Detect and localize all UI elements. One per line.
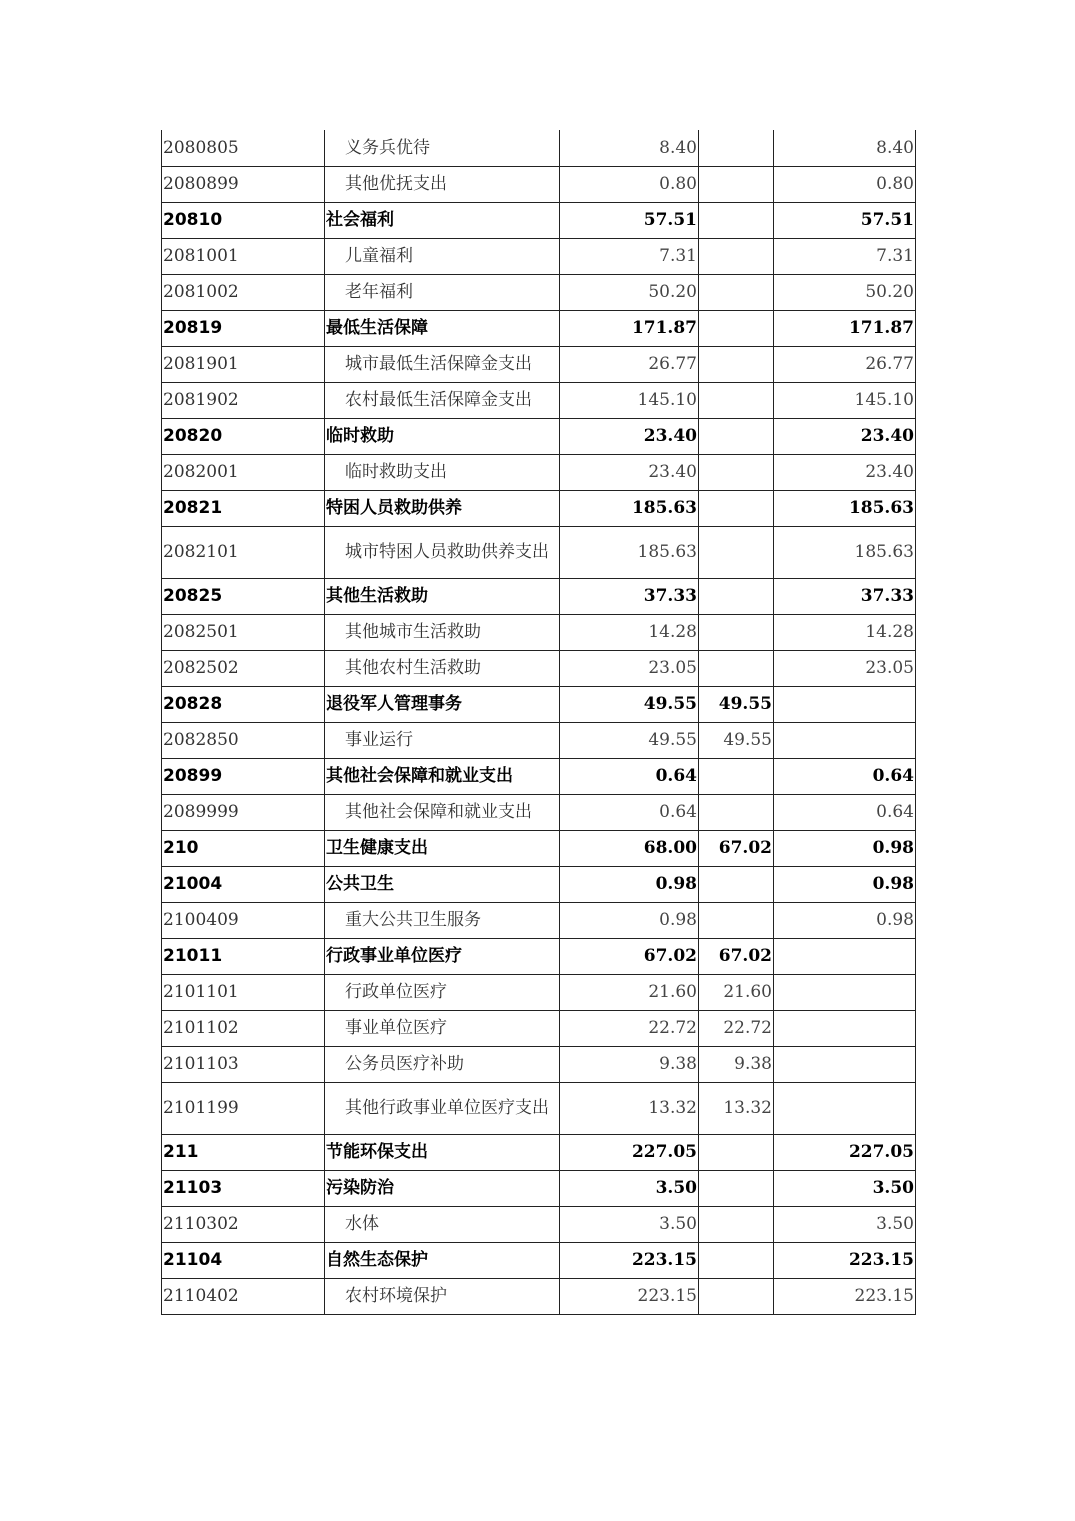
subject-name-text: 其他城市生活救助 <box>345 622 481 642</box>
subject-name-cell <box>325 310 560 346</box>
total-amount-cell: 49.55 <box>560 722 699 758</box>
subject-name-cell <box>325 1046 560 1082</box>
project-expenditure-cell: 0.98 <box>774 866 916 902</box>
table-row <box>162 1206 916 1242</box>
project-expenditure-cell: 0.64 <box>774 794 916 830</box>
category-row <box>162 310 916 346</box>
subject-name-cell <box>325 830 560 866</box>
subject-name-cell <box>325 454 560 490</box>
basic-expenditure-cell <box>699 490 774 526</box>
project-expenditure-cell: 23.40 <box>774 418 916 454</box>
subject-name-text: 污染防治 <box>326 1178 394 1198</box>
total-amount-cell: 8.40 <box>560 130 699 166</box>
subject-name-cell <box>325 794 560 830</box>
total-amount-cell: 3.50 <box>560 1170 699 1206</box>
total-amount-cell: 23.40 <box>560 454 699 490</box>
basic-expenditure-cell <box>699 454 774 490</box>
total-amount-cell: 0.98 <box>560 866 699 902</box>
table-row <box>162 794 916 830</box>
subject-name-text: 节能环保支出 <box>326 1142 428 1162</box>
basic-expenditure-cell <box>699 578 774 614</box>
project-expenditure-cell: 57.51 <box>774 202 916 238</box>
project-expenditure-cell: 26.77 <box>774 346 916 382</box>
basic-expenditure-cell <box>699 310 774 346</box>
subject-name-cell <box>325 238 560 274</box>
subject-code-cell: 2082501 <box>162 614 325 650</box>
table-row <box>162 614 916 650</box>
total-amount-cell: 26.77 <box>560 346 699 382</box>
subject-code-cell: 20821 <box>162 490 325 526</box>
basic-expenditure-cell: 67.02 <box>699 938 774 974</box>
subject-name-text: 其他社会保障和就业支出 <box>345 802 532 822</box>
subject-name-cell <box>325 1082 560 1134</box>
subject-name-text: 公务员医疗补助 <box>345 1054 464 1074</box>
basic-expenditure-cell: 67.02 <box>699 830 774 866</box>
total-amount-cell: 68.00 <box>560 830 699 866</box>
subject-name-cell <box>325 130 560 166</box>
subject-name-text: 其他生活救助 <box>326 586 428 606</box>
category-row <box>162 578 916 614</box>
project-expenditure-cell <box>774 974 916 1010</box>
project-expenditure-cell: 223.15 <box>774 1242 916 1278</box>
subject-code-cell: 21104 <box>162 1242 325 1278</box>
basic-expenditure-cell <box>699 1134 774 1170</box>
basic-expenditure-cell: 9.38 <box>699 1046 774 1082</box>
subject-code-cell: 2101199 <box>162 1082 325 1134</box>
subject-name-cell <box>325 274 560 310</box>
category-row <box>162 866 916 902</box>
subject-name-text: 其他行政事业单位医疗支出 <box>345 1098 549 1118</box>
total-amount-cell: 185.63 <box>560 526 699 578</box>
basic-expenditure-cell <box>699 1278 774 1314</box>
total-amount-cell: 227.05 <box>560 1134 699 1170</box>
subject-name-text: 行政事业单位医疗 <box>326 946 462 966</box>
basic-expenditure-cell <box>699 650 774 686</box>
subject-code-cell: 21011 <box>162 938 325 974</box>
subject-code-cell: 20810 <box>162 202 325 238</box>
basic-expenditure-cell <box>699 202 774 238</box>
subject-name-text: 行政单位医疗 <box>345 982 447 1002</box>
category-row <box>162 758 916 794</box>
total-amount-cell: 50.20 <box>560 274 699 310</box>
subject-code-cell: 2081001 <box>162 238 325 274</box>
category-row <box>162 202 916 238</box>
table-row <box>162 1082 916 1134</box>
project-expenditure-cell: 37.33 <box>774 578 916 614</box>
subject-name-cell <box>325 938 560 974</box>
basic-expenditure-cell <box>699 382 774 418</box>
project-expenditure-cell: 171.87 <box>774 310 916 346</box>
total-amount-cell: 0.64 <box>560 794 699 830</box>
basic-expenditure-cell <box>699 1170 774 1206</box>
project-expenditure-cell: 23.05 <box>774 650 916 686</box>
basic-expenditure-cell: 13.32 <box>699 1082 774 1134</box>
total-amount-cell: 57.51 <box>560 202 699 238</box>
project-expenditure-cell: 3.50 <box>774 1170 916 1206</box>
subject-name-cell <box>325 346 560 382</box>
subject-name-cell <box>325 686 560 722</box>
project-expenditure-cell: 14.28 <box>774 614 916 650</box>
subject-code-cell: 20820 <box>162 418 325 454</box>
basic-expenditure-cell: 21.60 <box>699 974 774 1010</box>
subject-name-text: 退役军人管理事务 <box>326 694 462 714</box>
total-amount-cell: 23.05 <box>560 650 699 686</box>
subject-code-cell: 2101102 <box>162 1010 325 1046</box>
basic-expenditure-cell <box>699 902 774 938</box>
table-row <box>162 238 916 274</box>
subject-code-cell: 20825 <box>162 578 325 614</box>
subject-name-cell <box>325 166 560 202</box>
total-amount-cell: 0.98 <box>560 902 699 938</box>
subject-code-cell: 2101103 <box>162 1046 325 1082</box>
subject-name-cell <box>325 758 560 794</box>
basic-expenditure-cell: 22.72 <box>699 1010 774 1046</box>
project-expenditure-cell: 223.15 <box>774 1278 916 1314</box>
subject-code-cell: 20899 <box>162 758 325 794</box>
subject-name-cell <box>325 382 560 418</box>
table-row <box>162 382 916 418</box>
project-expenditure-cell: 145.10 <box>774 382 916 418</box>
subject-name-cell <box>325 866 560 902</box>
basic-expenditure-cell <box>699 866 774 902</box>
subject-code-cell: 2100409 <box>162 902 325 938</box>
basic-expenditure-cell <box>699 346 774 382</box>
subject-name-text: 公共卫生 <box>326 874 394 894</box>
project-expenditure-cell: 7.31 <box>774 238 916 274</box>
basic-expenditure-cell <box>699 1206 774 1242</box>
subject-name-cell <box>325 1206 560 1242</box>
subject-code-cell: 2101101 <box>162 974 325 1010</box>
total-amount-cell: 37.33 <box>560 578 699 614</box>
subject-code-cell: 210 <box>162 830 325 866</box>
subject-code-cell: 2080899 <box>162 166 325 202</box>
subject-code-cell: 2089999 <box>162 794 325 830</box>
subject-code-cell: 211 <box>162 1134 325 1170</box>
total-amount-cell: 171.87 <box>560 310 699 346</box>
subject-name-text: 临时救助 <box>326 426 394 446</box>
project-expenditure-cell: 185.63 <box>774 526 916 578</box>
total-amount-cell: 3.50 <box>560 1206 699 1242</box>
table-row <box>162 346 916 382</box>
total-amount-cell: 0.80 <box>560 166 699 202</box>
basic-expenditure-cell <box>699 758 774 794</box>
subject-code-cell: 21004 <box>162 866 325 902</box>
project-expenditure-cell: 185.63 <box>774 490 916 526</box>
subject-name-cell <box>325 614 560 650</box>
table-row <box>162 902 916 938</box>
subject-code-cell: 2110302 <box>162 1206 325 1242</box>
subject-name-text: 农村环境保护 <box>345 1286 447 1306</box>
subject-name-text: 其他社会保障和就业支出 <box>326 766 513 786</box>
project-expenditure-cell: 0.80 <box>774 166 916 202</box>
budget-expenditure-table <box>161 130 916 1315</box>
project-expenditure-cell: 0.98 <box>774 830 916 866</box>
basic-expenditure-cell <box>699 614 774 650</box>
category-row <box>162 938 916 974</box>
table-row <box>162 650 916 686</box>
total-amount-cell: 13.32 <box>560 1082 699 1134</box>
project-expenditure-cell <box>774 686 916 722</box>
subject-code-cell: 2082502 <box>162 650 325 686</box>
subject-name-text: 城市最低生活保障金支出 <box>345 354 532 374</box>
project-expenditure-cell: 8.40 <box>774 130 916 166</box>
subject-name-text: 特困人员救助供养 <box>326 498 462 518</box>
basic-expenditure-cell <box>699 794 774 830</box>
subject-name-text: 事业单位医疗 <box>345 1018 447 1038</box>
subject-name-text: 卫生健康支出 <box>326 838 428 858</box>
project-expenditure-cell: 0.64 <box>774 758 916 794</box>
subject-name-text: 其他优抚支出 <box>345 174 447 194</box>
subject-name-cell <box>325 578 560 614</box>
category-row <box>162 830 916 866</box>
total-amount-cell: 21.60 <box>560 974 699 1010</box>
subject-name-cell <box>325 1010 560 1046</box>
basic-expenditure-cell <box>699 166 774 202</box>
table-row <box>162 722 916 758</box>
basic-expenditure-cell <box>699 130 774 166</box>
total-amount-cell: 185.63 <box>560 490 699 526</box>
subject-name-text: 最低生活保障 <box>326 318 428 338</box>
basic-expenditure-cell <box>699 1242 774 1278</box>
total-amount-cell: 145.10 <box>560 382 699 418</box>
category-row <box>162 1134 916 1170</box>
subject-name-text: 事业运行 <box>345 730 413 750</box>
project-expenditure-cell <box>774 1046 916 1082</box>
project-expenditure-cell <box>774 938 916 974</box>
subject-code-cell: 2082101 <box>162 526 325 578</box>
category-row <box>162 1170 916 1206</box>
total-amount-cell: 22.72 <box>560 1010 699 1046</box>
subject-code-cell: 20819 <box>162 310 325 346</box>
total-amount-cell: 14.28 <box>560 614 699 650</box>
table-body <box>162 130 916 1314</box>
table-row <box>162 974 916 1010</box>
subject-code-cell: 2082850 <box>162 722 325 758</box>
basic-expenditure-cell <box>699 526 774 578</box>
table-row <box>162 274 916 310</box>
subject-name-text: 临时救助支出 <box>345 462 447 482</box>
total-amount-cell: 0.64 <box>560 758 699 794</box>
total-amount-cell: 49.55 <box>560 686 699 722</box>
table-row <box>162 526 916 578</box>
project-expenditure-cell: 227.05 <box>774 1134 916 1170</box>
project-expenditure-cell: 50.20 <box>774 274 916 310</box>
category-row <box>162 1242 916 1278</box>
subject-name-cell <box>325 1278 560 1314</box>
subject-name-cell <box>325 1134 560 1170</box>
table-row <box>162 1278 916 1314</box>
subject-name-cell <box>325 490 560 526</box>
subject-code-cell: 21103 <box>162 1170 325 1206</box>
subject-name-text: 社会福利 <box>326 210 394 230</box>
subject-code-cell: 2082001 <box>162 454 325 490</box>
total-amount-cell: 67.02 <box>560 938 699 974</box>
table-row <box>162 1010 916 1046</box>
subject-name-cell <box>325 974 560 1010</box>
project-expenditure-cell: 23.40 <box>774 454 916 490</box>
category-row <box>162 490 916 526</box>
total-amount-cell: 23.40 <box>560 418 699 454</box>
subject-name-cell <box>325 418 560 454</box>
basic-expenditure-cell <box>699 238 774 274</box>
category-row <box>162 418 916 454</box>
subject-code-cell: 2080805 <box>162 130 325 166</box>
subject-code-cell: 2110402 <box>162 1278 325 1314</box>
table-row <box>162 454 916 490</box>
category-row <box>162 686 916 722</box>
basic-expenditure-cell <box>699 418 774 454</box>
table-row <box>162 166 916 202</box>
total-amount-cell: 223.15 <box>560 1278 699 1314</box>
total-amount-cell: 223.15 <box>560 1242 699 1278</box>
project-expenditure-cell <box>774 722 916 758</box>
subject-name-text: 义务兵优待 <box>345 137 430 158</box>
project-expenditure-cell <box>774 1010 916 1046</box>
subject-name-text: 自然生态保护 <box>326 1250 428 1270</box>
project-expenditure-cell <box>774 1082 916 1134</box>
total-amount-cell: 9.38 <box>560 1046 699 1082</box>
subject-name-text: 其他农村生活救助 <box>345 658 481 678</box>
subject-code-cell: 2081002 <box>162 274 325 310</box>
table-row <box>162 1046 916 1082</box>
subject-name-cell <box>325 1242 560 1278</box>
subject-name-text: 重大公共卫生服务 <box>345 910 481 930</box>
subject-name-text: 老年福利 <box>345 282 413 302</box>
total-amount-cell: 7.31 <box>560 238 699 274</box>
subject-name-cell <box>325 902 560 938</box>
subject-name-cell <box>325 650 560 686</box>
subject-name-cell <box>325 202 560 238</box>
basic-expenditure-cell <box>699 274 774 310</box>
subject-name-text: 农村最低生活保障金支出 <box>345 390 532 410</box>
table-row <box>162 130 916 166</box>
project-expenditure-cell: 0.98 <box>774 902 916 938</box>
subject-name-text: 水体 <box>345 1214 379 1234</box>
subject-name-text: 城市特困人员救助供养支出 <box>345 542 549 562</box>
basic-expenditure-cell: 49.55 <box>699 686 774 722</box>
subject-code-cell: 2081901 <box>162 346 325 382</box>
subject-code-cell: 2081902 <box>162 382 325 418</box>
subject-name-text: 儿童福利 <box>345 246 413 266</box>
basic-expenditure-cell: 49.55 <box>699 722 774 758</box>
subject-name-cell <box>325 722 560 758</box>
subject-name-cell <box>325 526 560 578</box>
project-expenditure-cell: 3.50 <box>774 1206 916 1242</box>
subject-name-cell <box>325 1170 560 1206</box>
subject-code-cell: 20828 <box>162 686 325 722</box>
